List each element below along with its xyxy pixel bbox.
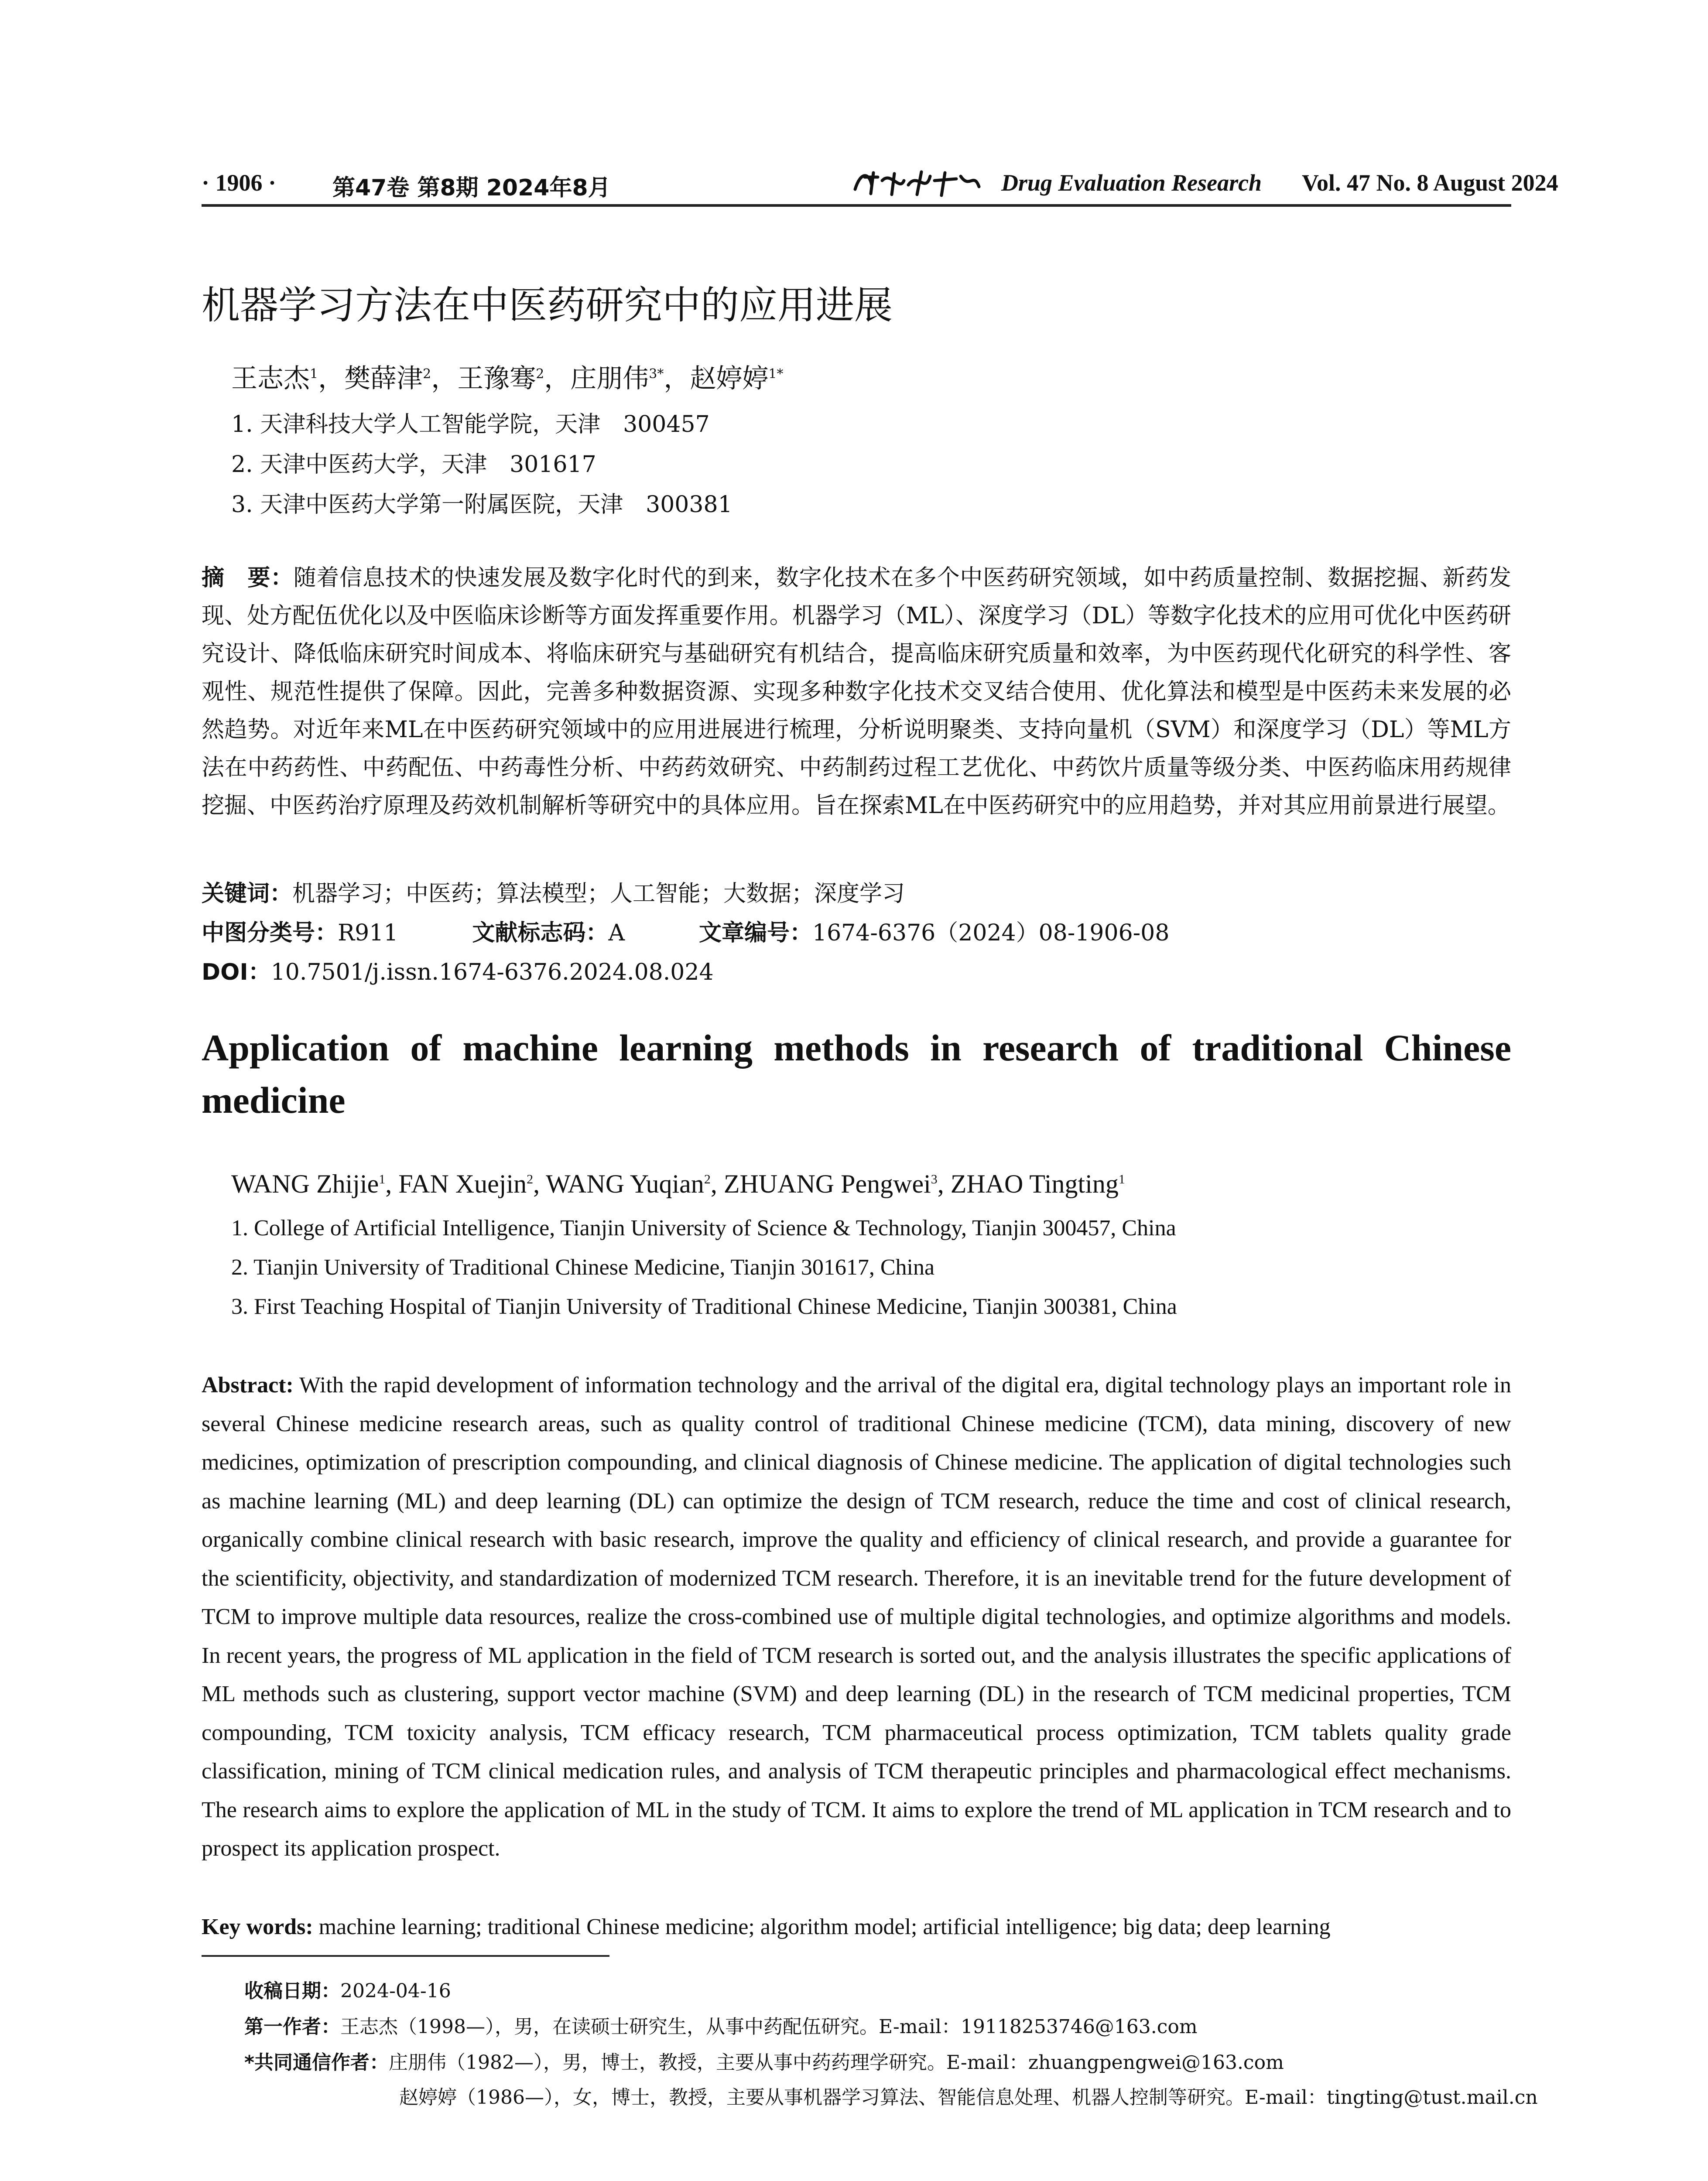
authors-en: WANG Zhijie$^1$, FAN Xuejin$^2$, WANG Yuqian$^2$, ZHUANG Pengwei$^3$, ZHAO Tingting$^1$: [231, 1169, 1125, 1198]
author-sup: 2: [527, 1172, 534, 1186]
affiliation-en-3: 3. First Teaching Hospital of Tianjin University of Traditional Chinese Medicine, Tianjin 300381, China: [231, 1294, 1177, 1319]
received-value: 2024-04-16: [340, 1980, 451, 2002]
issue-cn: 第47卷 第8期 2024年8月: [332, 175, 611, 201]
doi-value: 10.7501/j.issn.1674-6376.2024.08.024: [270, 959, 714, 985]
issue-en: Vol. 47 No. 8 August 2024: [1302, 170, 1558, 196]
keywords-en: [202, 1908, 1511, 1947]
keywords-cn: [202, 875, 905, 908]
abstract-en-text: With the rapid development of information technology and the arrival of the digital era, digital technology plays an important role in several Chinese medicine research areas, such as quality control of traditional Chinese medicine (TCM), data mining, discovery of new medicines, optimization of prescription compounding, and clinical diagnosis of Chinese medicine. The application of digital technologies such as machine learning (ML) and deep learning (DL) can optimize the design of TCM research, reduce the time and cost of clinical research, organically combine clinical research with basic research, improve the quality and efficiency of clinical research, and provide a guarantee for the scientificity, objectivity, and standardization of modernized TCM research. Therefore, it is an inevitable trend for the future development of TCM to improve multiple data resources, realize the cross-combined use of multiple digital technologies, and optimize algorithms and models. In recent years, the progress of ML application in the field of TCM research is sorted out, and the analysis illustrates the specific applications of ML methods such as clustering, support vector machine (SVM) and deep learning (DL) in the research of TCM medicinal properties, TCM compounding, TCM toxicity analysis, TCM efficacy research, TCM pharmaceutical process optimization, TCM tablets quality grade classification, mining of TCM clinical medication rules, and analysis of TCM therapeutic principles and pharmacological effect mechanisms. The research aims to explore the application of ML in the study of TCM. It aims to explore the trend of ML application in TCM research and to prospect its application prospect.: [202, 1373, 1511, 1861]
author-name: 王志杰: [231, 363, 310, 394]
abstract-en-label: Abstract:: [202, 1373, 294, 1398]
header-rule: [202, 204, 1511, 207]
abstract-en: [202, 1366, 1511, 1868]
author-name: 樊薛津: [344, 363, 423, 394]
affiliation-cn-3: 3. 天津中医药大学第一附属医院，天津 300381: [231, 492, 732, 518]
abstract-cn-text: 随着信息技术的快速发展及数字化时代的到来，数字化技术在多个中医药研究领域，如中药质量控制、数据挖掘、新药发现、处方配伍优化以及中医临床诊断等方面发挥重要作用。机器学习（ML）、深度学习（DL）等数字化技术的应用可优化中医药研究设计、降低临床研究时间成本、将临床研究与基础研究有机结合，提高临床研究质量和效率，为中医药现代化研究的科学性、客观性、规范性提供了保障。因此，完善多种数据资源、实现多种数字化技术交叉结合使用、优化算法和模型是中医药未来发展的必然趋势。对近年来ML在中医药研究领域中的应用进展进行梳理，分析说明聚类、支持向量机（SVM）和深度学习（DL）等ML方法在中药药性、中药配伍、中药毒性分析、中药药效研究、中药制药过程工艺优化、中药饮片质量等级分类、中医药临床用药规律挖掘、中医药治疗原理及药效机制解析等研究中的具体应用。旨在探索ML在中医药研究中的应用趋势，并对其应用前景进行展望。: [202, 565, 1511, 819]
keywords-en-text: machine learning; traditional Chinese medicine; algorithm model; artificial intelligence; big data; deep learning: [313, 1914, 1331, 1939]
affiliation-en-2: 2. Tianjin University of Traditional Chinese Medicine, Tianjin 301617, China: [231, 1255, 935, 1280]
footnote-corresponding: [244, 2047, 1284, 2075]
author-name: 赵婷婷: [690, 363, 769, 394]
received-label: 收稿日期：: [244, 1980, 340, 2002]
footnote-first-author: [244, 2011, 1198, 2039]
author-name: 庄朋伟: [570, 363, 649, 394]
clc-value: R911: [338, 920, 398, 946]
affiliation-en-1: 1. College of Artificial Intelligence, Tianjin University of Science & Technology, Tianjin 300457, China: [231, 1216, 1176, 1241]
author-name: ZHUANG Pengwei: [723, 1169, 931, 1198]
keywords-cn-label: 关键词：: [202, 881, 293, 907]
journal-logo: [852, 168, 982, 198]
author-sup: 2: [704, 1172, 711, 1186]
author-sup: 2: [536, 366, 544, 382]
corresponding-label: *共同通信作者：: [244, 2051, 389, 2074]
footnote-received: [244, 1975, 451, 2003]
clc-label: 中图分类号：: [202, 920, 338, 946]
doi-label: DOI：: [202, 959, 271, 985]
corresponding-value-1: 庄朋伟（1982—），男，博士，教授，主要从事中药药理学研究。E-mail：zhuangpengwei@163.com: [389, 2051, 1284, 2074]
page-number: · 1906 ·: [202, 170, 277, 196]
footnote-corresponding-2: 赵婷婷（1986—），女，博士，教授，主要从事机器学习算法、智能信息处理、机器人控制等研究。E-mail：tingting@tust.mail.cn: [399, 2086, 1538, 2109]
author-sup: 1: [379, 1172, 386, 1186]
keywords-cn-text: 机器学习；中医药；算法模型；人工智能；大数据；深度学习: [292, 881, 905, 907]
running-header: [202, 157, 1558, 201]
author-sup: 1*: [768, 366, 784, 382]
first-author-value: 王志杰（1998—），男，在读硕士研究生，从事中药配伍研究。E-mail：19118253746@163.com: [340, 2016, 1198, 2038]
article-no-label: 文章编号：: [699, 920, 813, 946]
author-name: 王豫骞: [457, 363, 536, 394]
title-cn: 机器学习方法在中医药研究中的应用进展: [202, 283, 893, 328]
author-name: WANG Yuqian: [546, 1169, 704, 1198]
footnote-rule: [202, 1955, 609, 1957]
author-sup: 3: [931, 1172, 938, 1186]
doi-line: [202, 954, 714, 986]
doc-code-label: 文献标志码：: [472, 920, 609, 946]
keywords-en-label: Key words:: [202, 1914, 313, 1939]
affiliation-cn-1: 1. 天津科技大学人工智能学院，天津 300457: [231, 411, 710, 438]
author-name: WANG Zhijie: [231, 1169, 379, 1198]
article-no-value: 1674-6376（2024）08-1906-08: [812, 920, 1170, 946]
affiliation-cn-2: 2. 天津中医药大学，天津 301617: [231, 451, 596, 478]
author-sup: 1: [310, 366, 318, 382]
abstract-cn: [202, 559, 1511, 825]
doc-code-value: A: [608, 920, 625, 946]
classification-line: [202, 914, 1169, 947]
author-sup: 3*: [649, 366, 664, 382]
journal-name-en: Drug Evaluation Research: [1001, 170, 1262, 196]
first-author-label: 第一作者：: [244, 2016, 340, 2038]
author-sup: 1: [1118, 1172, 1125, 1186]
author-name: ZHAO Tingting: [950, 1169, 1119, 1198]
abstract-cn-label: 摘 要：: [202, 565, 294, 591]
authors-cn: 王志杰$^1$，樊薛津$^2$，王豫骞$^2$，庄朋伟$^{3*}$，赵婷婷$^{1*}$: [231, 363, 784, 394]
author-name: FAN Xuejin: [398, 1169, 527, 1198]
title-en: Application of machine learning methods in research of traditional Chinese medicine: [202, 1027, 1511, 1121]
author-sup: 2: [423, 366, 431, 382]
